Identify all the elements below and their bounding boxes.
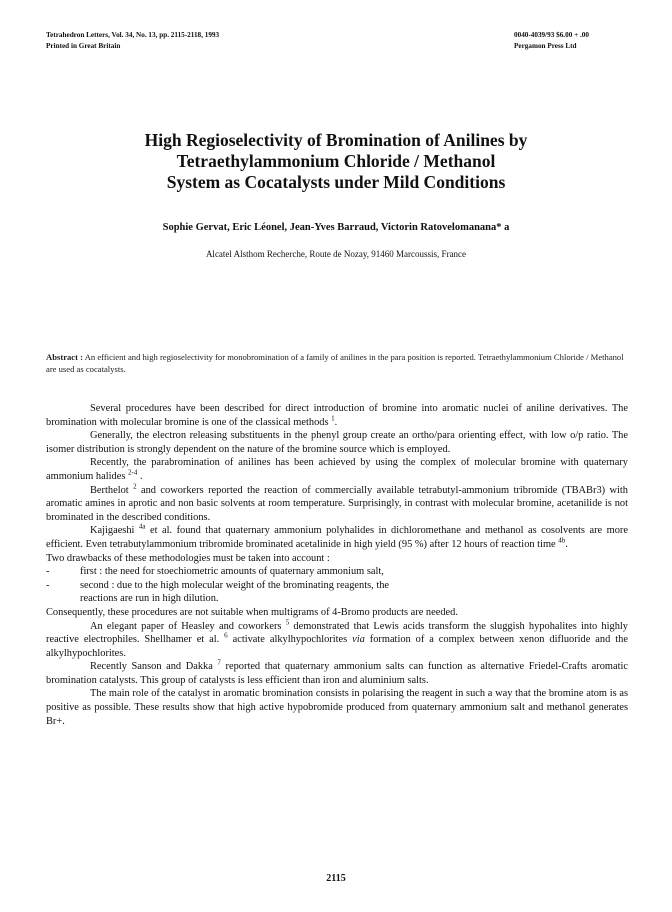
italic-via: via — [352, 634, 365, 646]
article-title — [0, 130, 672, 193]
list-dash: - — [46, 579, 50, 591]
issn-price: 0040-4039/93 $6.00 + .00 — [514, 31, 589, 39]
citation-ref: 1 — [331, 414, 335, 423]
title-line-2: Tetraethylammonium Chloride / Methanol — [176, 151, 496, 171]
title-line-3: System as Cocatalysts under Mild Conditions — [166, 172, 506, 192]
paragraph-8-text: An elegant paper of Heasley and coworkers — [90, 620, 282, 632]
citation-ref: 6 — [224, 631, 228, 640]
citation-ref: 2-4 — [127, 468, 138, 477]
paragraph-10: The main role of the catalyst in aromatic bromination consists in polarising the reagent in such a way that the bromine atom is as positive as possible. These results show that high active hypobromide produced from quaternary ammonium salt and methanol generates Br+. — [46, 688, 628, 727]
body-text — [46, 402, 628, 728]
citation-ref: 5 — [285, 618, 290, 627]
abstract-text: An efficient and high regioselectivity for monobromination of a family of anilines in the para position is reported. Tetraethylammonium Chloride / Methanol are used as cocatalysts. — [46, 352, 624, 374]
citation-ref: 4b — [558, 536, 566, 545]
list-item-text: second : due to the high molecular weight of the brominating reagents, the — [80, 579, 390, 591]
punctuation: . — [334, 416, 338, 428]
title-line-1: High Regioselectivity of Bromination of Anilines by — [144, 130, 528, 150]
publisher: Pergamon Press Ltd — [514, 42, 577, 50]
list-dash: - — [46, 566, 50, 578]
paragraph-8-text: demonstrated that Lewis acids transform the sluggish hypohalites into highly reactive electrophiles. Shellhamer et al. — [46, 620, 628, 646]
abstract — [46, 351, 626, 375]
paragraph-3-text: Recently, the parabromination of anilines has been achieved by using the complex of molecular bromine with quaternary ammonium halides — [46, 457, 628, 482]
paragraph-4 — [46, 484, 628, 525]
paragraph-5 — [46, 524, 628, 551]
author-name: Berthelot — [90, 484, 129, 496]
affiliation: Alcatel Alsthom Recherche, Route de Nozay, 91460 Marcoussis, France — [205, 249, 467, 259]
paragraph-2: Generally, the electron releasing substituents in the phenyl group create an ortho/para orienting effect, with low o/p ratio. The isomer distribution is strongly dependent on the nature of the bromine source which is employed. — [46, 430, 628, 455]
paragraph-8-text: formation of a complex between xenon difluoride and the alkylhypochlorites. — [46, 634, 628, 659]
paragraph-6: Two drawbacks of these methodologies must be taken into account : — [46, 552, 330, 564]
printed-in: Printed in Great Britain — [46, 42, 121, 50]
paragraph-1-text: Several procedures have been described for direct introduction of bromine into aromatic nuclei of aniline derivatives. The bromination with molecular bromine is one of the classical methods — [46, 403, 628, 428]
citation-ref: 7 — [217, 658, 221, 667]
paragraph-9-text: Recently Sanson and Dakka — [90, 661, 213, 673]
running-header-right — [514, 30, 589, 52]
running-header-left — [46, 30, 219, 52]
citation-ref: 2 — [133, 482, 137, 491]
list-item — [46, 579, 628, 593]
punctuation: . — [139, 470, 143, 482]
list-item-continuation: reactions are run in high dilution. — [80, 593, 219, 605]
paragraph-9-text: reported that quaternary ammonium salts can function as alternative Friedel-Crafts aromatic bromination catalysts. This group of catalysts is less efficient than iron and aluminium salts. — [46, 661, 628, 686]
paragraph-5-text: et al. found that quaternary ammonium polyhalides in dichloromethane and methanol as cosolvents are more efficient. Even tetrabutylammonium tribromide brominated acetalinide in high yield (95 %) after 12 hours of reaction time — [46, 525, 628, 550]
journal-citation: Tetrahedron Letters, Vol. 34, No. 13, pp. 2115-2118, 1993 — [46, 31, 220, 39]
abstract-label: Abstract : — [46, 352, 83, 362]
list-item-text: first : the need for stoechiometric amounts of quaternary ammonium salt, — [80, 566, 384, 578]
paragraph-1 — [46, 402, 628, 429]
list-item — [46, 565, 628, 579]
author-name: Kajigaeshi — [90, 525, 135, 537]
paragraph-3 — [46, 456, 628, 483]
page-number: 2115 — [326, 873, 346, 884]
paragraph-9 — [46, 660, 628, 687]
punctuation: . — [565, 538, 568, 550]
paragraph-4-text: and coworkers reported the reaction of commercially available tetrabutyl-ammonium tribromide (TBABr3) with aromatic amines in aprotic and non basic solvents at room temperature. Surprisingly, in contrast with molecular bromine, acetanilide is not brominated in the described conditions. — [46, 484, 628, 523]
paragraph-7: Consequently, these procedures are not suitable when multigrams of 4-Bromo products are needed. — [46, 606, 458, 618]
author-list: Sophie Gervat, Eric Léonel, Jean-Yves Barraud, Victorin Ratovelomanana* a — [162, 222, 510, 233]
paragraph-8-text: activate alkylhypochlorites — [232, 634, 348, 646]
paragraph-8 — [46, 620, 628, 661]
citation-ref: 4a — [138, 522, 146, 531]
